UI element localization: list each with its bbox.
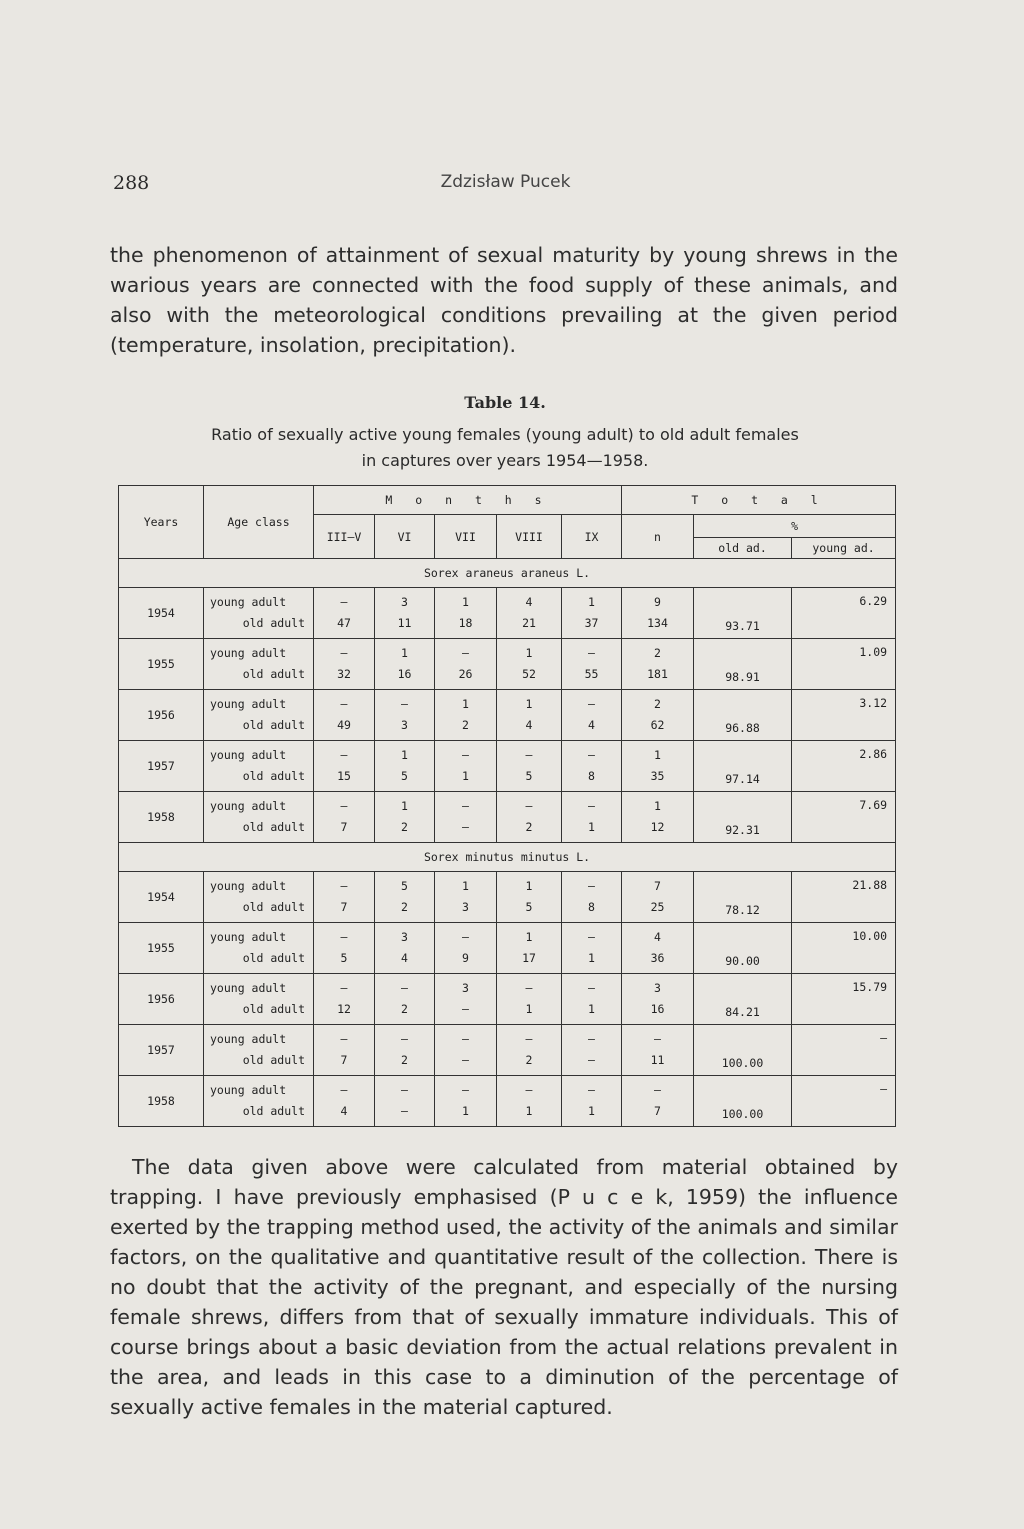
old-value: 12	[337, 1002, 351, 1016]
old-value: 1	[588, 1104, 595, 1118]
old-value: 9	[462, 951, 469, 965]
old-value: 8	[588, 900, 595, 914]
young-value: 4	[525, 595, 533, 609]
header-month-3: VII	[435, 515, 497, 559]
old-value: 7	[340, 1053, 348, 1067]
year-cell: 1956	[119, 690, 204, 741]
young-percent-cell: 7.69	[792, 792, 896, 843]
label-young: young adult	[210, 748, 287, 762]
old-value: 7	[340, 900, 348, 914]
old-value: –	[462, 1002, 469, 1016]
young-value: –	[340, 879, 348, 893]
old-value: –	[588, 1053, 595, 1067]
old-value: 1	[525, 1104, 533, 1118]
old-value: 2	[401, 1053, 408, 1067]
old-value: 37	[584, 616, 599, 630]
label-young: young adult	[210, 646, 287, 660]
old-value: 2	[525, 1053, 533, 1067]
month-cell	[497, 588, 562, 639]
old-value: 16	[397, 667, 412, 681]
month-cell	[497, 974, 562, 1025]
young-value: –	[588, 1032, 595, 1046]
month-cell	[375, 872, 435, 923]
month-cell	[375, 639, 435, 690]
year-cell: 1958	[119, 1076, 204, 1127]
old-value: 49	[337, 718, 351, 732]
month-cell	[435, 741, 497, 792]
old-value: 181	[647, 667, 668, 681]
caption-line-1: Ratio of sexually active young females (young adult) to old adult females	[211, 425, 799, 444]
month-cell	[314, 872, 375, 923]
age-class-cell	[204, 974, 314, 1025]
old-value: 17	[522, 951, 536, 965]
body-paragraph: The data given above were calculated from material obtained by trapping. I have previously emphasised (P u c e k, 1959) the influence exerted by the trapping method used, the activity of the animals and similar factors, on the qualitative and quantitative result of the collection. There is no doubt that the activity of the pregnant, and especially of the nursing female shrews, differs from that of sexually immature individuals. This of course brings about a basic deviation from the actual relations prevalent in the area, and leads in this case to a diminution of the percentage of sexually active females in the material captured.	[110, 1155, 898, 1419]
label-old: old adult	[242, 1002, 305, 1016]
young-value: –	[462, 646, 469, 660]
label-old: old adult	[242, 616, 305, 630]
old-percent-cell: 97.14	[694, 741, 792, 792]
month-cell	[497, 872, 562, 923]
young-percent-cell: 2.86	[792, 741, 896, 792]
young-value: 1	[654, 799, 661, 813]
table-title: Table 14.	[464, 393, 546, 412]
young-value: 3	[401, 930, 408, 944]
label-old: old adult	[242, 820, 305, 834]
old-percent-cell: 100.00	[694, 1025, 792, 1076]
label-old: old adult	[242, 1104, 305, 1118]
header-years: Years	[119, 486, 204, 559]
old-percent-cell: 84.21	[694, 974, 792, 1025]
month-cell	[435, 872, 497, 923]
table-row	[119, 923, 896, 974]
old-value: 25	[650, 900, 665, 914]
table-row	[119, 588, 896, 639]
year-cell: 1954	[119, 588, 204, 639]
label-young: young adult	[210, 1083, 287, 1097]
month-cell	[497, 1025, 562, 1076]
month-cell	[314, 588, 375, 639]
header-percent: %	[694, 515, 896, 538]
old-value: 32	[337, 667, 351, 681]
old-value: 3	[462, 900, 469, 914]
young-value: 1	[462, 595, 469, 609]
n-cell	[622, 792, 694, 843]
month-cell	[435, 588, 497, 639]
year-cell: 1954	[119, 872, 204, 923]
old-value: 1	[588, 1002, 595, 1016]
label-old: old adult	[242, 1053, 305, 1067]
label-old: old adult	[242, 718, 305, 732]
month-cell	[435, 974, 497, 1025]
n-cell	[622, 588, 694, 639]
young-value: –	[462, 1032, 469, 1046]
old-percent-cell: 92.31	[694, 792, 792, 843]
month-cell	[435, 639, 497, 690]
label-old: old adult	[242, 769, 305, 783]
age-class-cell	[204, 1025, 314, 1076]
old-value: 21	[522, 616, 536, 630]
age-class-cell	[204, 872, 314, 923]
old-value: 12	[650, 820, 665, 834]
young-value: 7	[654, 879, 661, 893]
young-value: 9	[654, 595, 661, 609]
n-cell	[622, 1076, 694, 1127]
young-value: –	[588, 879, 595, 893]
old-value: 2	[401, 820, 408, 834]
old-value: 1	[462, 769, 469, 783]
old-value: 52	[522, 667, 536, 681]
old-value: 11	[397, 616, 412, 630]
young-value: 3	[462, 981, 469, 995]
table-row	[119, 974, 896, 1025]
young-value: –	[588, 799, 595, 813]
old-value: 5	[525, 900, 533, 914]
label-young: young adult	[210, 799, 287, 813]
young-value: 1	[525, 879, 533, 893]
month-cell	[562, 872, 622, 923]
age-class-cell	[204, 1076, 314, 1127]
old-value: 7	[340, 820, 348, 834]
young-value: 1	[401, 748, 408, 762]
young-value: 2	[654, 697, 661, 711]
intro-paragraph: the phenomenon of attainment of sexual maturity by young shrews in the warious years are connected with the food supply of these animals, and also with the meteorological conditions prevailing at the given period (temperature, insolation, precipitation).	[110, 243, 898, 357]
young-value: 1	[588, 595, 595, 609]
section-header-row	[119, 559, 896, 588]
old-percent-cell: 93.71	[694, 588, 792, 639]
young-value: –	[525, 1083, 533, 1097]
n-cell	[622, 872, 694, 923]
table-row	[119, 792, 896, 843]
young-percent-cell: 21.88	[792, 872, 896, 923]
table-caption	[115, 422, 895, 474]
month-cell	[497, 1076, 562, 1127]
n-cell	[622, 974, 694, 1025]
month-cell	[375, 1025, 435, 1076]
young-value: –	[525, 748, 533, 762]
old-value: 55	[584, 667, 599, 681]
young-value: 5	[401, 879, 408, 893]
header-month-2: VI	[375, 515, 435, 559]
young-value: 2	[654, 646, 661, 660]
month-cell	[562, 923, 622, 974]
year-cell: 1958	[119, 792, 204, 843]
month-cell	[497, 792, 562, 843]
n-cell	[622, 1025, 694, 1076]
month-cell	[314, 923, 375, 974]
young-value: –	[340, 1032, 348, 1046]
age-class-cell	[204, 741, 314, 792]
young-value: –	[462, 930, 469, 944]
young-value: 1	[462, 879, 469, 893]
young-value: 1	[462, 697, 469, 711]
year-cell: 1955	[119, 923, 204, 974]
young-value: –	[401, 1032, 408, 1046]
old-value: 5	[401, 769, 408, 783]
label-young: young adult	[210, 981, 287, 995]
young-percent-cell: –	[792, 1076, 896, 1127]
young-value: –	[654, 1032, 661, 1046]
label-young: young adult	[210, 697, 287, 711]
header-months: M o n t h s	[314, 486, 622, 515]
old-value: 1	[588, 820, 595, 834]
young-value: –	[588, 1083, 595, 1097]
header-age-class: Age class	[204, 486, 314, 559]
young-percent-cell: 3.12	[792, 690, 896, 741]
month-cell	[375, 1076, 435, 1127]
old-value: 2	[525, 820, 533, 834]
young-value: –	[340, 748, 348, 762]
old-value: 2	[401, 1002, 408, 1016]
young-value: –	[340, 981, 348, 995]
n-cell	[622, 741, 694, 792]
running-head-author: Zdzisław Pucek	[440, 172, 571, 192]
young-value: –	[401, 697, 408, 711]
month-cell	[375, 690, 435, 741]
young-value: –	[525, 981, 533, 995]
label-young: young adult	[210, 930, 287, 944]
old-value: 8	[588, 769, 595, 783]
age-class-cell	[204, 792, 314, 843]
month-cell	[562, 741, 622, 792]
old-percent-cell: 96.88	[694, 690, 792, 741]
header-n: n	[622, 515, 694, 559]
old-value: 1	[525, 1002, 533, 1016]
header-month-1: III–V	[314, 515, 375, 559]
month-cell	[435, 792, 497, 843]
old-value: 4	[340, 1104, 348, 1118]
young-percent-cell: 6.29	[792, 588, 896, 639]
old-value: 16	[650, 1002, 665, 1016]
n-cell	[622, 923, 694, 974]
young-value: 4	[654, 930, 661, 944]
month-cell	[435, 690, 497, 741]
young-value: –	[340, 697, 348, 711]
year-cell: 1956	[119, 974, 204, 1025]
label-young: young adult	[210, 879, 287, 893]
young-value: –	[462, 1083, 469, 1097]
young-percent-cell: –	[792, 1025, 896, 1076]
header-month-4: VIII	[497, 515, 562, 559]
young-value: –	[588, 930, 595, 944]
month-cell	[562, 792, 622, 843]
header-total: T o t a l	[622, 486, 896, 515]
young-value: –	[588, 697, 595, 711]
year-cell: 1957	[119, 1025, 204, 1076]
young-value: –	[340, 1083, 348, 1097]
table-row	[119, 639, 896, 690]
old-value: 62	[650, 718, 665, 732]
month-cell	[435, 923, 497, 974]
young-value: –	[588, 646, 595, 660]
month-cell	[562, 1076, 622, 1127]
young-percent-cell: 10.00	[792, 923, 896, 974]
month-cell	[375, 974, 435, 1025]
month-cell	[314, 741, 375, 792]
year-cell: 1955	[119, 639, 204, 690]
month-cell	[375, 741, 435, 792]
header-month-5: IX	[562, 515, 622, 559]
young-value: –	[525, 799, 533, 813]
month-cell	[314, 792, 375, 843]
old-value: –	[401, 1104, 408, 1118]
young-value: 1	[401, 799, 408, 813]
month-cell	[562, 639, 622, 690]
page-header	[113, 172, 898, 202]
young-value: 1	[525, 697, 533, 711]
young-value: 3	[654, 981, 661, 995]
month-cell	[562, 974, 622, 1025]
month-cell	[314, 1076, 375, 1127]
old-value: 26	[458, 667, 473, 681]
month-cell	[435, 1025, 497, 1076]
young-value: –	[340, 799, 348, 813]
old-percent-cell: 100.00	[694, 1076, 792, 1127]
month-cell	[375, 588, 435, 639]
old-value: 2	[462, 718, 469, 732]
old-value: 134	[647, 616, 668, 630]
old-value: 18	[458, 616, 473, 630]
young-value: 1	[654, 748, 661, 762]
old-value: –	[462, 820, 469, 834]
month-cell	[375, 923, 435, 974]
label-young: young adult	[210, 1032, 287, 1046]
table-row	[119, 1076, 896, 1127]
age-class-cell	[204, 588, 314, 639]
label-old: old adult	[242, 667, 305, 681]
young-value: 3	[401, 595, 408, 609]
month-cell	[497, 923, 562, 974]
old-value: 35	[650, 769, 665, 783]
month-cell	[562, 690, 622, 741]
species-name: Sorex minutus minutus L.	[119, 843, 896, 872]
month-cell	[314, 690, 375, 741]
label-old: old adult	[242, 900, 305, 914]
month-cell	[314, 1025, 375, 1076]
old-value: 3	[401, 718, 408, 732]
young-value: –	[462, 748, 469, 762]
young-value: –	[588, 981, 595, 995]
n-cell	[622, 639, 694, 690]
label-young: young adult	[210, 595, 287, 609]
old-value: 7	[654, 1104, 661, 1118]
month-cell	[375, 792, 435, 843]
young-value: 1	[401, 646, 408, 660]
old-value: 36	[650, 951, 665, 965]
old-value: 11	[650, 1053, 665, 1067]
young-percent-cell: 1.09	[792, 639, 896, 690]
month-cell	[314, 974, 375, 1025]
age-class-cell	[204, 690, 314, 741]
old-value: 47	[337, 616, 351, 630]
young-percent-cell: 15.79	[792, 974, 896, 1025]
old-value: 4	[588, 718, 595, 732]
year-cell: 1957	[119, 741, 204, 792]
old-value: –	[462, 1053, 469, 1067]
old-percent-cell: 90.00	[694, 923, 792, 974]
old-value: 1	[588, 951, 595, 965]
month-cell	[562, 588, 622, 639]
old-percent-cell: 98.91	[694, 639, 792, 690]
old-value: 4	[525, 718, 533, 732]
young-value: 1	[525, 646, 533, 660]
young-value: 1	[525, 930, 533, 944]
header-young-ad: young ad.	[792, 538, 896, 559]
young-value: –	[401, 1083, 408, 1097]
young-value: –	[588, 748, 595, 762]
young-value: –	[340, 595, 348, 609]
old-value: 5	[340, 951, 348, 965]
old-value: 15	[337, 769, 351, 783]
old-value: 4	[401, 951, 408, 965]
young-value: –	[340, 646, 348, 660]
age-class-cell	[204, 923, 314, 974]
label-old: old adult	[242, 951, 305, 965]
header-old-ad: old ad.	[694, 538, 792, 559]
caption-line-2: in captures over years 1954—1958.	[361, 451, 649, 470]
old-value: 2	[401, 900, 408, 914]
old-percent-cell: 78.12	[694, 872, 792, 923]
young-value: –	[462, 799, 469, 813]
young-value: –	[401, 981, 408, 995]
young-value: –	[340, 930, 348, 944]
old-value: 5	[525, 769, 533, 783]
table-row	[119, 741, 896, 792]
data-table	[118, 485, 896, 1127]
age-class-cell	[204, 639, 314, 690]
n-cell	[622, 690, 694, 741]
month-cell	[497, 639, 562, 690]
month-cell	[497, 741, 562, 792]
table-row	[119, 872, 896, 923]
species-name: Sorex araneus araneus L.	[119, 559, 896, 588]
month-cell	[435, 1076, 497, 1127]
month-cell	[314, 639, 375, 690]
table-row	[119, 690, 896, 741]
month-cell	[562, 1025, 622, 1076]
month-cell	[497, 690, 562, 741]
section-header-row	[119, 843, 896, 872]
table-row	[119, 1025, 896, 1076]
old-value: 1	[462, 1104, 469, 1118]
page-number: 288	[113, 172, 150, 194]
young-value: –	[654, 1083, 661, 1097]
young-value: –	[525, 1032, 533, 1046]
